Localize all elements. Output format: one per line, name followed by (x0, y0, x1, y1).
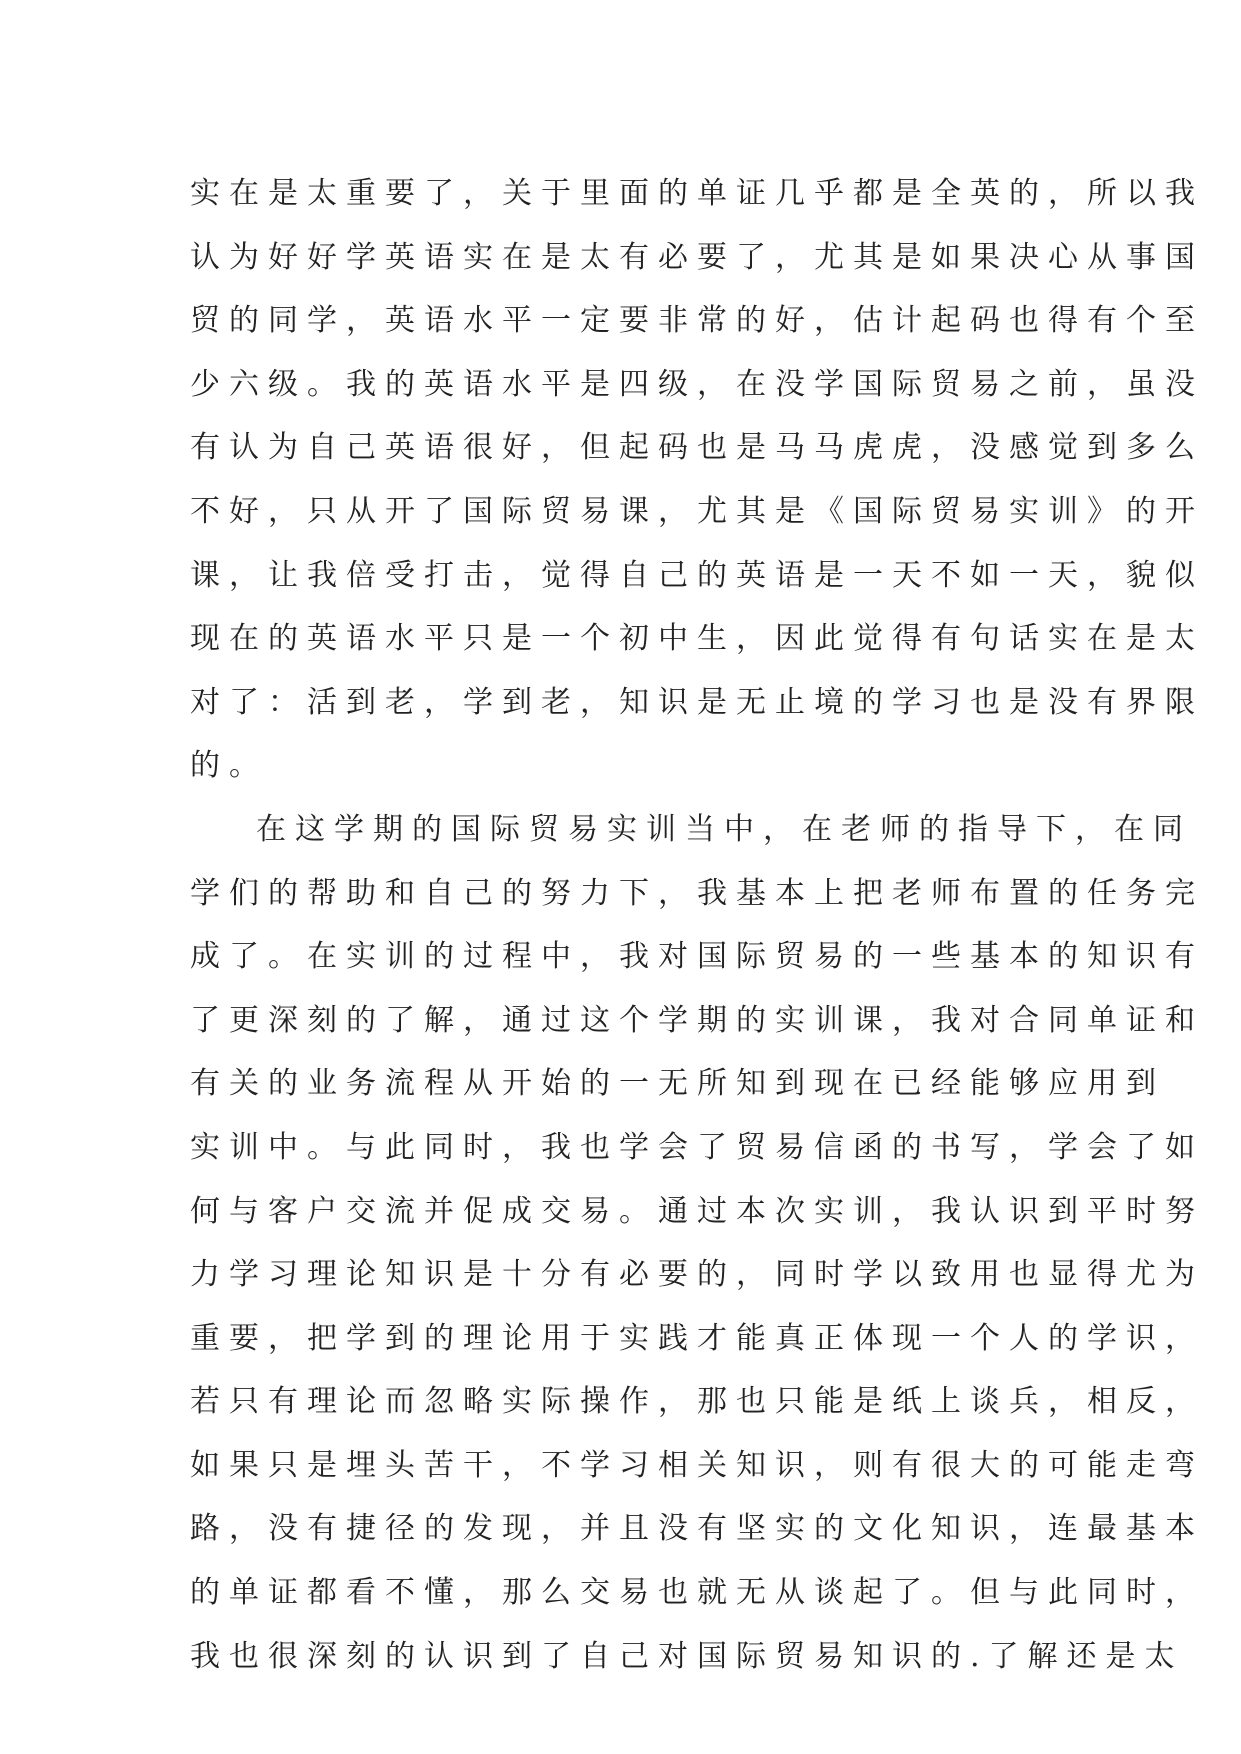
text-line: 若只有理论而忽略实际操作，那也只能是纸上谈兵，相反， (190, 1384, 1204, 1420)
text-line: 课，让我倍受打击，觉得自己的英语是一天不如一天，貌似 (190, 557, 1204, 593)
text-line: 重要，把学到的理论用于实践才能真正体现一个人的学识， (190, 1320, 1204, 1356)
paragraph-2 (190, 798, 1204, 1688)
text-line: 的单证都看不懂，那么交易也就无从谈起了。但与此同时， (190, 1575, 1204, 1611)
text-line: 的。 (190, 748, 268, 784)
text-line: 学们的帮助和自己的努力下，我基本上把老师布置的任务完 (190, 875, 1204, 911)
text-line: 力学习理论知识是十分有必要的，同时学以致用也显得尤为 (190, 1257, 1204, 1293)
text-line: 认为好好学英语实在是太有必要了，尤其是如果决心从事国 (190, 239, 1204, 275)
body-text (190, 162, 1204, 1688)
text-line: 路，没有捷径的发现，并且没有坚实的文化知识，连最基本 (190, 1511, 1204, 1547)
text-line: 有关的业务流程从开始的一无所知到现在已经能够应用到 (190, 1066, 1165, 1102)
text-line: 对了：活到老，学到老，知识是无止境的学习也是没有界限 (190, 684, 1204, 720)
text-line: 何与客户交流并促成交易。通过本次实训，我认识到平时努 (190, 1193, 1204, 1229)
text-line: 贸的同学，英语水平一定要非常的好，估计起码也得有个至 (190, 303, 1204, 339)
text-line: 有认为自己英语很好，但起码也是马马虎虎，没感觉到多么 (190, 430, 1204, 466)
text-line: 实训中。与此同时，我也学会了贸易信函的书写，学会了如 (190, 1129, 1204, 1165)
text-line: 实在是太重要了，关于里面的单证几乎都是全英的，所以我 (190, 176, 1204, 211)
paragraph-1 (190, 162, 1204, 798)
text-line: 少六级。我的英语水平是四级，在没学国际贸易之前，虽没 (190, 366, 1204, 402)
text-line: 成了。在实训的过程中，我对国际贸易的一些基本的知识有 (190, 939, 1204, 975)
text-line: 了更深刻的了解，通过这个学期的实训课，我对合同单证和 (190, 1002, 1204, 1038)
text-line: 不好，只从开了国际贸易课，尤其是《国际贸易实训》的开 (190, 493, 1204, 529)
text-line: 如果只是埋头苦干，不学习相关知识，则有很大的可能走弯 (190, 1447, 1204, 1483)
text-line-indented: 在这学期的国际贸易实训当中，在老师的指导下，在同 (256, 811, 1192, 847)
text-line: 现在的英语水平只是一个初中生，因此觉得有句话实在是太 (190, 621, 1204, 657)
text-line: 我也很深刻的认识到了自己对国际贸易知识的.了解还是太 (190, 1638, 1184, 1674)
